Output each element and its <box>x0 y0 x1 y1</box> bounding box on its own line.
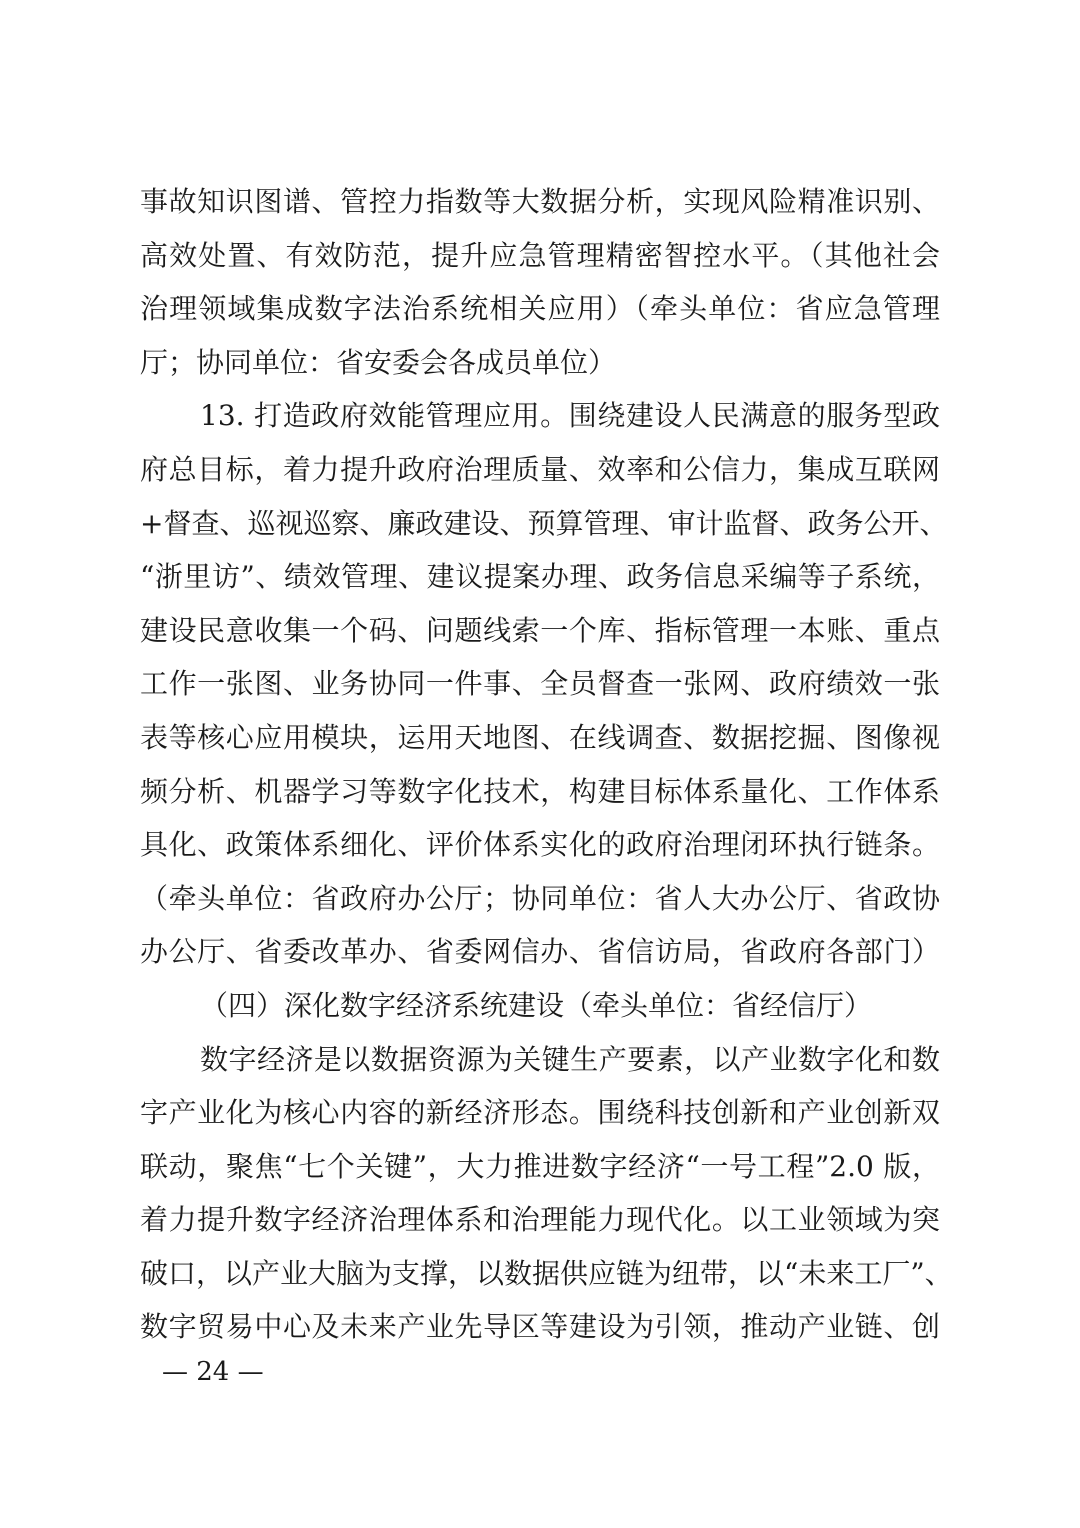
text-line: 数字经济是以数据资源为关键生产要素，以产业数字化和数 <box>200 1042 940 1076</box>
text-line: 联动，聚焦“七个关键”，大力推进数字经济“一号工程”2.0 版， <box>140 1149 940 1183</box>
text-line: 字产业化为核心内容的新经济形态。围绕科技创新和产业创新双 <box>140 1096 940 1130</box>
text-line: 破口，以产业大脑为支撑，以数据供应链为纽带，以“未来工厂”、 <box>140 1256 953 1290</box>
text-line: 频分析、机器学习等数字化技术，构建目标体系量化、工作体系 <box>140 774 940 808</box>
text-line: 具化、政策体系细化、评价体系实化的政府治理闭环执行链条。 <box>140 828 940 862</box>
body-text <box>140 175 953 1354</box>
text-line: 着力提升数字经济治理体系和治理能力现代化。以工业领域为突 <box>140 1203 940 1237</box>
text-line: 13. 打造政府效能管理应用。围绕建设人民满意的服务型政 <box>200 399 940 433</box>
section-heading: （四）深化数字经济系统建设（牵头单位：省经信厅） <box>200 988 873 1022</box>
text-line: 事故知识图谱、管控力指数等大数据分析，实现风险精准识别、 <box>140 185 940 218</box>
text-line: “浙里访”、绩效管理、建议提案办理、政务信息采编等子系统， <box>140 560 940 594</box>
text-line: 表等核心应用模块，运用天地图、在线调查、数据挖掘、图像视 <box>140 720 940 754</box>
text-line: 高效处置、有效防范，提升应急管理精密智控水平。（其他社会 <box>140 238 940 272</box>
text-line: 数字贸易中心及未来产业先导区等建设为引领，推动产业链、创 <box>140 1310 940 1344</box>
text-line: 治理领域集成数字法治系统相关应用）（牵头单位：省应急管理 <box>140 292 940 326</box>
text-line: 府总目标，着力提升政府治理质量、效率和公信力，集成互联网 <box>140 452 940 486</box>
text-line: 办公厅、省委改革办、省委网信办、省信访局，省政府各部门） <box>140 935 940 969</box>
text-line: 厅；协同单位：省安委会各成员单位） <box>140 345 617 379</box>
text-line: 工作一张图、业务协同一件事、全员督查一张网、政府绩效一张 <box>140 667 940 701</box>
text-line: +督查、巡视巡察、廉政建设、预算管理、审计监督、政务公开、 <box>140 506 948 540</box>
text-line: （牵头单位：省政府办公厅；协同单位：省人大办公厅、省政协 <box>140 881 940 915</box>
page-number: — 24 — <box>162 1357 264 1387</box>
text-line: 建设民意收集一个码、问题线索一个库、指标管理一本账、重点 <box>140 613 940 647</box>
